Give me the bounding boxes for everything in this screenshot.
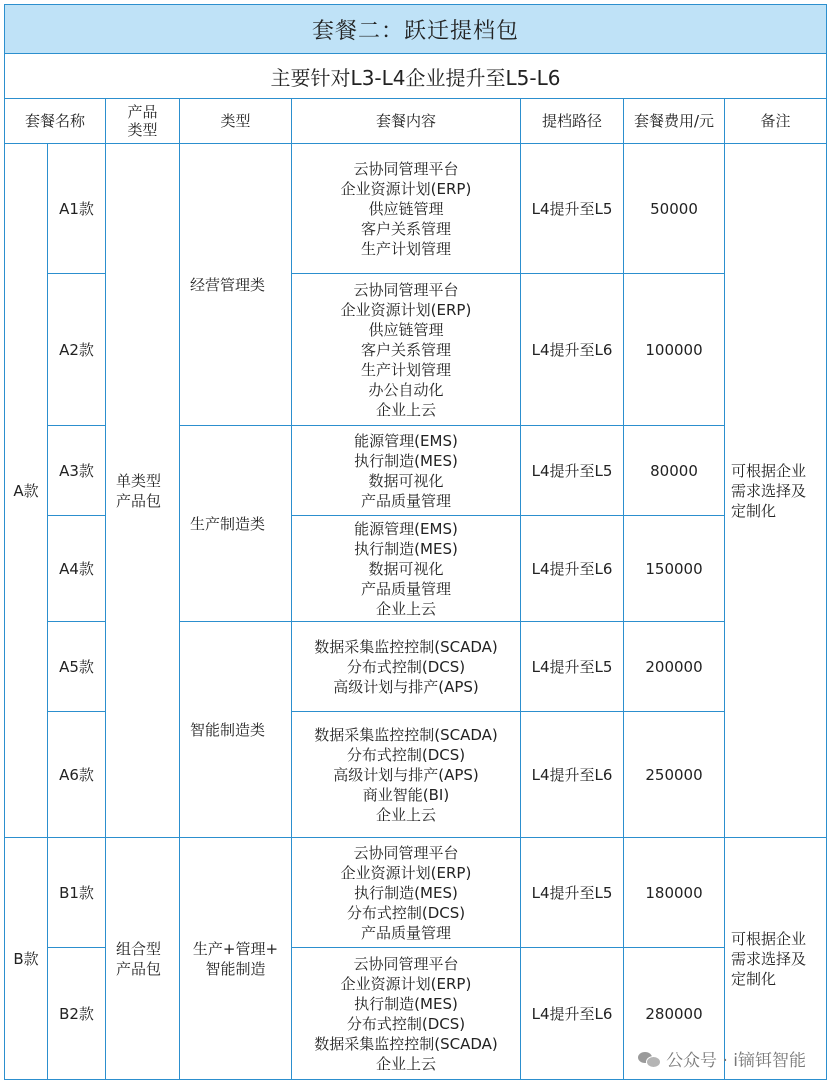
group-a-label: A款 [5,144,48,838]
row-path: L4提升至L5 [521,622,624,712]
wechat-icon [638,1050,660,1068]
content-item: 企业资源计划(ERP) [340,300,472,319]
content-item: 供应链管理 [368,320,444,339]
row-name: A6款 [48,712,106,838]
watermark [638,1046,806,1071]
row-path: L4提升至L5 [521,144,624,274]
header-content: 套餐内容 [292,99,521,144]
row-content [292,274,521,426]
content-item: 分布式控制(DCS) [346,657,466,676]
row-fee: 150000 [624,516,725,622]
group-a-product-type: 单类型 产品包 [106,144,180,838]
group-b-product-type: 组合型 产品包 [106,838,180,1080]
header-category: 类型 [180,99,292,144]
content-item: 云协同管理平台 [353,159,459,178]
row-path: L4提升至L5 [521,838,624,948]
content-item: 云协同管理平台 [353,843,459,862]
content-item: 云协同管理平台 [353,280,459,299]
group-b-category: 生产+管理+ 智能制造 [180,838,292,1080]
content-item: 执行制造(MES) [354,883,458,902]
content-item: 分布式控制(DCS) [346,1014,466,1033]
content-item: 企业资源计划(ERP) [340,179,472,198]
row-content [292,144,521,274]
row-fee: 100000 [624,274,725,426]
content-item: 办公自动化 [368,380,444,399]
row-path: L4提升至L6 [521,712,624,838]
content-item: 客户关系管理 [360,219,451,238]
content-item: 企业上云 [375,1054,436,1073]
row-fee: 280000 [624,948,725,1080]
group-b-label: B款 [5,838,48,1080]
row-content [292,948,521,1080]
content-item: 生产计划管理 [360,360,451,379]
row-fee: 180000 [624,838,725,948]
content-item: 高级计划与排产(APS) [333,677,479,696]
content-item: 产品质量管理 [360,923,451,942]
row-path: L4提升至L5 [521,426,624,516]
content-item: 数据采集监控控制(SCADA) [314,725,498,744]
content-item: 企业资源计划(ERP) [340,974,472,993]
content-item: 能源管理(EMS) [354,431,458,450]
header-product-type: 产品 类型 [106,99,180,144]
content-item: 数据可视化 [368,559,444,578]
content-item: 分布式控制(DCS) [346,903,466,922]
content-item: 分布式控制(DCS) [346,745,466,764]
content-item: 数据采集监控控制(SCADA) [314,637,498,656]
content-item: 云协同管理平台 [353,954,459,973]
content-item: 数据可视化 [368,471,444,490]
content-item: 能源管理(EMS) [354,519,458,538]
content-item: 执行制造(MES) [354,451,458,470]
watermark-text: 公众号 · i镝铒智能 [666,1051,806,1071]
content-item: 企业上云 [375,805,436,824]
content-item: 商业智能(BI) [362,785,450,804]
content-item: 高级计划与排产(APS) [333,765,479,784]
table-row [5,838,827,948]
group-a-remark: 可根据企业 需求选择及 定制化 [725,144,827,838]
content-item: 数据采集监控控制(SCADA) [314,1034,498,1053]
header-fee: 套餐费用/元 [624,99,725,144]
row-content [292,426,521,516]
header-path: 提档路径 [521,99,624,144]
content-item: 供应链管理 [368,199,444,218]
row-fee: 50000 [624,144,725,274]
row-fee: 80000 [624,426,725,516]
content-item: 生产计划管理 [360,239,451,258]
content-item: 产品质量管理 [360,579,451,598]
row-name: A3款 [48,426,106,516]
row-path: L4提升至L6 [521,948,624,1080]
row-name: B2款 [48,948,106,1080]
row-name: A4款 [48,516,106,622]
category-management: 经营管理类 [180,144,292,426]
content-item: 客户关系管理 [360,340,451,359]
row-name: A1款 [48,144,106,274]
row-name: A5款 [48,622,106,712]
row-name: B1款 [48,838,106,948]
table-subtitle: 主要针对L3-L4企业提升至L5-L6 [5,54,827,99]
row-content [292,838,521,948]
package-table [4,4,827,1080]
content-item: 企业上云 [375,400,436,419]
row-content [292,622,521,712]
row-name: A2款 [48,274,106,426]
table-title: 套餐二：跃迁提档包 [5,5,827,54]
row-fee: 250000 [624,712,725,838]
content-item: 产品质量管理 [360,491,451,510]
row-path: L4提升至L6 [521,274,624,426]
row-path: L4提升至L6 [521,516,624,622]
content-item: 企业上云 [375,599,436,618]
content-item: 执行制造(MES) [354,539,458,558]
group-b-remark: 可根据企业 需求选择及 定制化 [725,838,827,1080]
header-remark: 备注 [725,99,827,144]
category-intelligent: 智能制造类 [180,622,292,838]
content-item: 执行制造(MES) [354,994,458,1013]
header-name: 套餐名称 [5,99,106,144]
category-production: 生产制造类 [180,426,292,622]
row-content [292,516,521,622]
row-fee: 200000 [624,622,725,712]
row-content [292,712,521,838]
table-row [5,144,827,274]
content-item: 企业资源计划(ERP) [340,863,472,882]
